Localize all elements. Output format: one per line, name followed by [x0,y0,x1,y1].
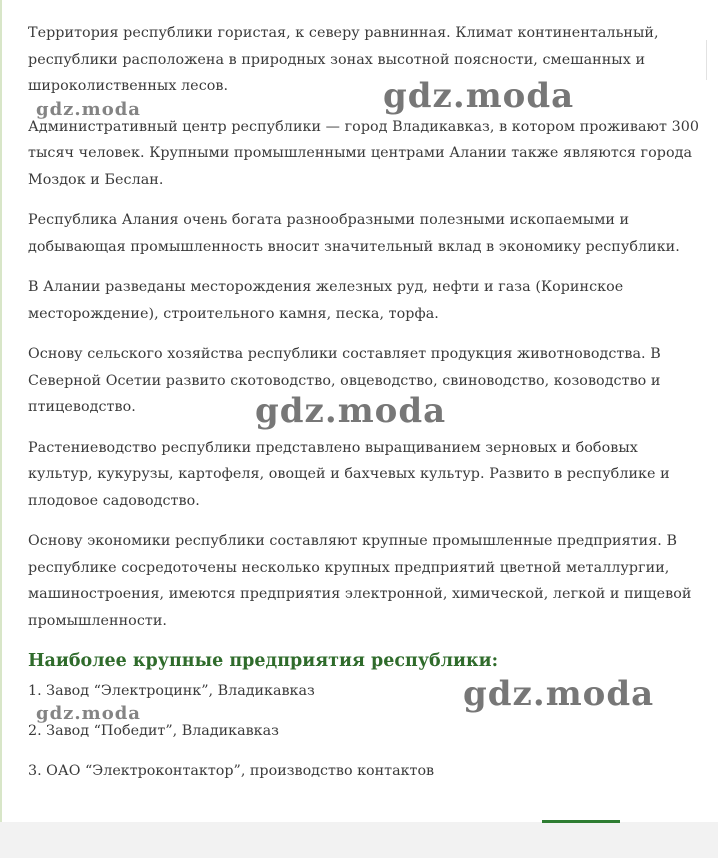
list-item: 3. ОАО “Электроконтактор”, производство контактов [28,763,435,779]
footer-band [0,822,718,858]
list-item: 2. Завод “Победит”, Владикавказ [28,723,279,739]
watermark: gdz.moda [36,703,141,724]
watermark: gdz.moda [255,391,447,431]
list-item: 1. Завод “Электроцинк”, Владикавказ [28,683,315,699]
right-border [706,40,718,80]
paragraph-crops: Растениеводство республики представлено выращиванием зерновых и бобовых культур, кукурузы, картофеля, овощей и бахчевых культур. Развито в республике и плодовое садоводство. [28,439,670,509]
paragraph-minerals: Республика Алания очень богата разнообразными полезными ископаемыми и добывающая промышленность вносит значительный вклад в экономику республики. [28,212,680,255]
left-border [0,0,2,822]
paragraph-territory: Территория республики гористая, к северу равнинная. Климат континентальный, республики расположена в природных зонах высотной поясности, смешанных и широколиственных лесов. [28,25,659,94]
watermark: gdz.moda [36,99,141,120]
footer-accent [542,820,620,823]
paragraph-economy: Основу экономики республики составляют крупные промышленные предприятия. В республике сосредоточены несколько крупных предприятий цветной металлургии, машиностроения, имеются предприятия электронной, химической, легкой и пищевой промышленности. [28,533,692,629]
section-heading: Наиболее крупные предприятия республики: [28,651,499,671]
watermark: gdz.moda [383,76,575,116]
watermark: gdz.moda [463,674,655,714]
paragraph-capital: Административный центр республики — город Владикавказ, в котором проживают 300 тысяч человек. Крупными промышленными центрами Алании также являются города Моздок и Беслан. [28,118,700,188]
paragraph-agriculture: Основу сельского хозяйства республики составляет продукция животноводства. В Северной Осетии развито скотоводство, овцеводство, свиноводство, козоводство и птицеводство. [28,346,661,415]
paragraph-deposits: В Алании разведаны месторождения железных руд, нефти и газа (Коринское месторождение), строительного камня, песка, торфа. [28,279,624,322]
